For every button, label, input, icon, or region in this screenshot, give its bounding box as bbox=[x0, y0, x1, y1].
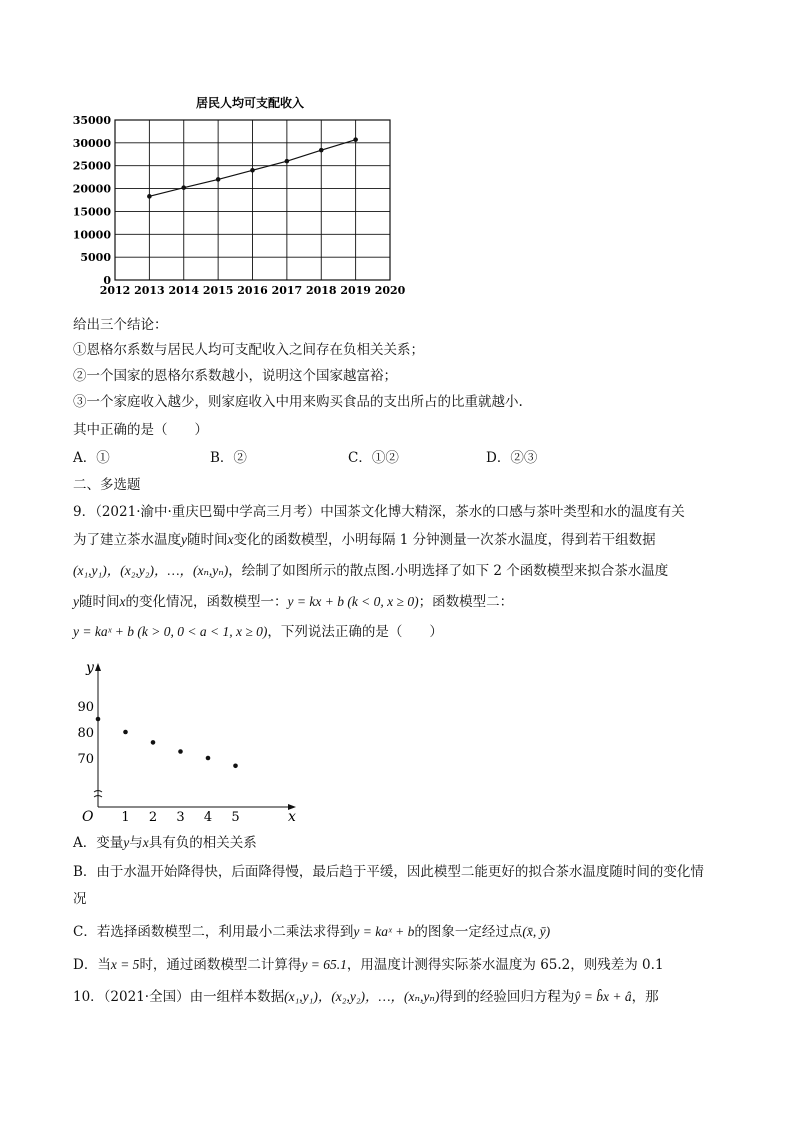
q9-l2b: 随时间 bbox=[187, 532, 228, 548]
q8-conclusion-2: ②一个国家的恩格尔系数越小，说明这个国家越富裕； bbox=[73, 368, 397, 384]
x-tick-label: 2015 bbox=[202, 284, 234, 297]
y-axis-arrow bbox=[95, 663, 101, 671]
x-tick-label: 5 bbox=[231, 810, 240, 825]
chart-title: 居民人均可支配收入 bbox=[195, 96, 305, 110]
q9-line-2 bbox=[73, 530, 656, 550]
data-point bbox=[319, 148, 324, 153]
scatter-point bbox=[178, 749, 183, 754]
q9-option-b-cont: 况 bbox=[73, 891, 87, 907]
x-axis-label: x bbox=[288, 809, 296, 825]
opt-a-text-2: 与 bbox=[129, 835, 143, 851]
scatter-point bbox=[151, 740, 156, 745]
origin-label: O bbox=[82, 809, 94, 825]
var-y: y bbox=[181, 532, 187, 547]
q9-option-b[interactable]: B．由于水温开始降得快，后面降得慢，最后趋于平缓，因此模型二能更好的拟合茶水温度随时间的变化情 bbox=[73, 864, 704, 880]
mean-point: (x̄, ȳ) bbox=[522, 924, 551, 939]
model-two-formula: y = kaˣ + b (k > 0, 0 < a < 1, x ≥ 0) bbox=[73, 624, 268, 639]
data-point bbox=[181, 185, 186, 190]
y-tick-label: 70 bbox=[77, 752, 94, 767]
scatter-y-ticks bbox=[77, 700, 94, 767]
y-tick-label: 80 bbox=[77, 726, 94, 741]
q8-option-c[interactable]: C．①② bbox=[348, 450, 399, 466]
x-tick-label: 2020 bbox=[374, 284, 406, 297]
x-tick-label: 2018 bbox=[305, 284, 337, 297]
var-x: x bbox=[227, 532, 234, 547]
q8-option-b[interactable]: B．② bbox=[210, 450, 247, 466]
q8-conclusion-3: ③一个家庭收入越少，则家庭收入中用来购买食品的支出所占的比重就越小. bbox=[73, 394, 523, 410]
data-pairs: (x₁,y₁)，(x₂,y₂)，…，(xₙ,yₙ) bbox=[73, 563, 229, 578]
q9-option-d[interactable] bbox=[73, 955, 664, 975]
model-one-formula: y = kx + b (k < 0, x ≥ 0) bbox=[287, 594, 419, 609]
x-tick-label: 4 bbox=[203, 810, 213, 825]
q9-l4c: ；函数模型二： bbox=[418, 594, 514, 610]
q9-line-5 bbox=[73, 622, 443, 642]
data-point bbox=[147, 194, 152, 199]
scatter-point bbox=[233, 764, 238, 769]
q8-option-d[interactable]: D．②③ bbox=[486, 450, 538, 466]
regression-equation: ŷ = b̂x + â bbox=[574, 989, 632, 1004]
q8-question: 其中正确的是（ ） bbox=[73, 422, 208, 438]
y-tick-label: 0 bbox=[103, 274, 111, 287]
opt-d-text-3: ，用温度计测得实际茶水温度为 65.2，则残差为 0.1 bbox=[346, 957, 664, 973]
y-tick-label: 10000 bbox=[72, 228, 111, 242]
y-tick-label: 35000 bbox=[72, 114, 111, 127]
x-tick-label: 2012 bbox=[99, 284, 131, 297]
x-tick-label: 2016 bbox=[237, 284, 268, 297]
var-y: y bbox=[73, 594, 79, 609]
data-point bbox=[285, 159, 290, 164]
q9-l4a: 随时间 bbox=[79, 594, 120, 610]
y-equals-65-1: y = 65.1 bbox=[301, 957, 347, 972]
x-tick-label: 2013 bbox=[134, 284, 165, 297]
y-tick-label: 90 bbox=[77, 700, 94, 715]
opt-a-text-1: A．变量 bbox=[73, 835, 124, 851]
q10-line-1 bbox=[73, 987, 659, 1007]
y-tick-labels bbox=[73, 114, 112, 287]
section-heading: 二、多选题 bbox=[73, 477, 141, 493]
income-line-chart bbox=[60, 88, 420, 303]
scatter-point bbox=[96, 717, 101, 722]
x-equals-5: x = 5 bbox=[110, 957, 140, 972]
scatter-points bbox=[96, 717, 238, 768]
x-tick-label: 2 bbox=[148, 810, 158, 825]
q10-text-3: ，那 bbox=[631, 989, 659, 1005]
var-y: y bbox=[123, 835, 130, 850]
q9-l4b: 的变化情况，函数模型一： bbox=[125, 594, 288, 610]
q10-text-2: 得到的经验回归方程为 bbox=[439, 989, 575, 1005]
y-tick-label: 5000 bbox=[80, 251, 111, 265]
scatter-point bbox=[206, 756, 211, 761]
data-point bbox=[250, 168, 255, 173]
y-tick-label: 25000 bbox=[72, 159, 111, 173]
q9-l5b: ，下列说法正确的是（ ） bbox=[267, 624, 443, 640]
var-x: x bbox=[142, 835, 149, 850]
q10-pairs: (x₁,y₁)，(x₂,y₂)，…，(xₙ,yₙ) bbox=[284, 989, 440, 1004]
scatter-x-ticks bbox=[121, 810, 239, 825]
q9-option-c[interactable] bbox=[73, 922, 550, 942]
q8-intro: 给出三个结论： bbox=[73, 317, 168, 333]
x-tick-labels bbox=[100, 284, 406, 297]
x-tick-label: 2017 bbox=[271, 284, 303, 297]
opt-d-text-1: D．当 bbox=[73, 957, 111, 973]
x-tick-label: 2014 bbox=[168, 284, 200, 297]
y-tick-label: 15000 bbox=[72, 205, 111, 219]
q8-option-a[interactable]: A．① bbox=[73, 450, 110, 466]
q9-l3: ，绘制了如图所示的散点图.小明选择了如下 2 个函数模型来拟合茶水温度 bbox=[228, 563, 669, 579]
q9-l2c: 变化的函数模型，小明每隔 1 分钟测量一次茶水温度，得到若干组数据 bbox=[233, 532, 656, 548]
data-point bbox=[353, 137, 358, 142]
model-two-short: y = kaˣ + b bbox=[353, 924, 415, 939]
chart-grid bbox=[115, 120, 390, 280]
q9-line-3 bbox=[73, 561, 668, 581]
tea-temperature-scatter bbox=[70, 655, 310, 830]
opt-d-text-2: 时，通过函数模型二计算得 bbox=[139, 957, 302, 973]
data-point bbox=[216, 177, 221, 182]
opt-c-text-2: 的图象一定经过点 bbox=[414, 924, 523, 940]
q10-text-1: 10．（2021·全国）由一组样本数据 bbox=[73, 989, 285, 1005]
q8-conclusion-1: ①恩格尔系数与居民人均可支配收入之间存在负相关关系； bbox=[73, 342, 424, 358]
q9-line-1: 9．（2021·渝中·重庆巴蜀中学高三月考）中国茶文化博大精深，茶水的口感与茶叶类型和水的温度有关 bbox=[73, 504, 685, 520]
y-tick-label: 20000 bbox=[72, 182, 111, 196]
q9-l2a: 为了建立茶水温度 bbox=[73, 532, 181, 548]
var-x: x bbox=[119, 594, 126, 609]
y-tick-label: 30000 bbox=[72, 136, 111, 150]
q9-line-4 bbox=[73, 592, 513, 612]
opt-c-text-1: C．若选择函数模型二，利用最小二乘法求得到 bbox=[73, 924, 354, 940]
y-axis-label: y bbox=[86, 660, 94, 676]
x-tick-label: 2019 bbox=[340, 284, 371, 297]
scatter-point bbox=[123, 730, 128, 735]
x-tick-label: 1 bbox=[121, 810, 130, 825]
q9-option-a[interactable] bbox=[73, 833, 257, 853]
x-tick-label: 3 bbox=[176, 810, 185, 825]
opt-a-text-3: 具有负的相关关系 bbox=[148, 835, 257, 851]
